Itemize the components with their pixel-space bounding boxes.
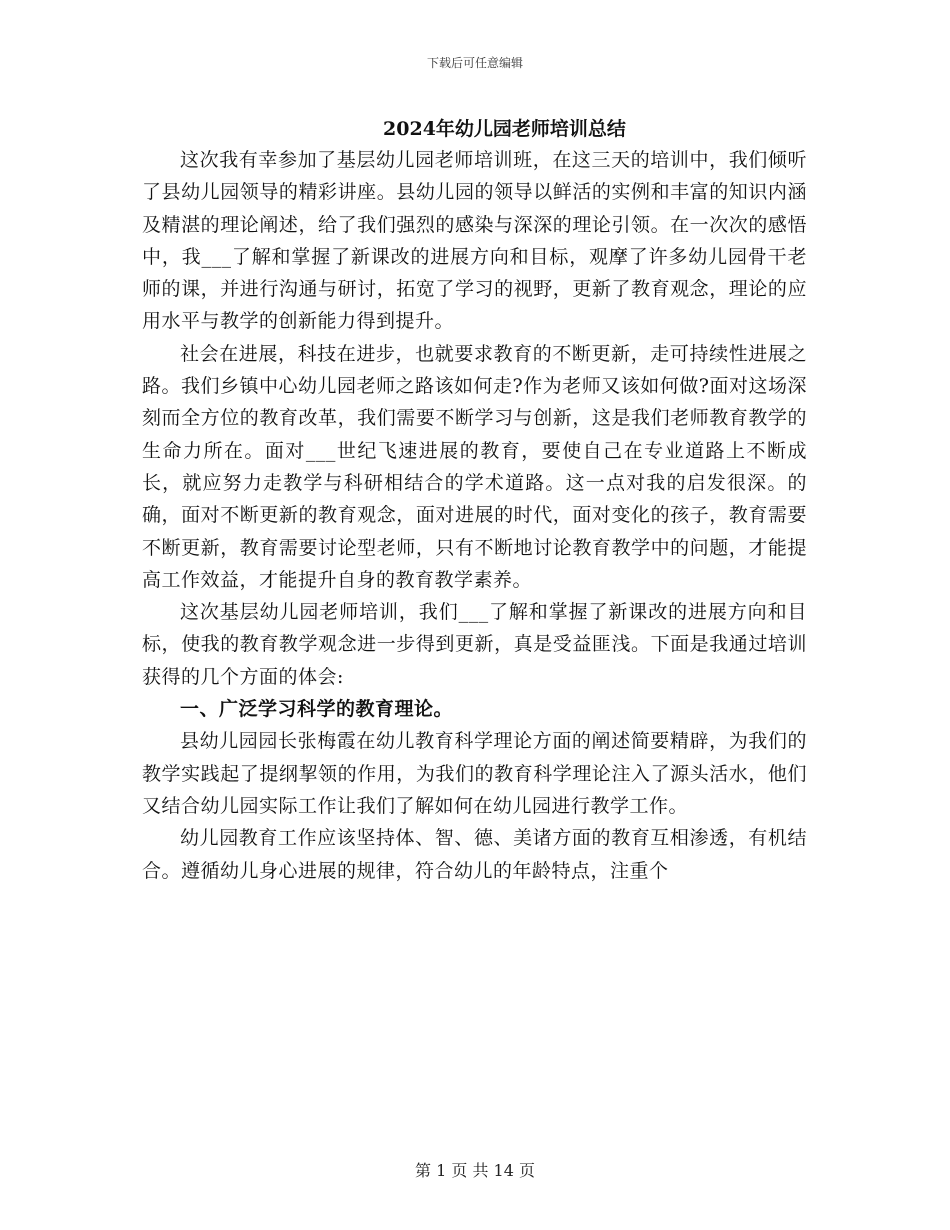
page-footer: 第 1 页 共 14 页 — [415, 1161, 535, 1180]
paragraph: 幼儿园教育工作应该坚持体、智、德、美诸方面的教育互相渗透，有机结合。遵循幼儿身心进展的规律，符合幼儿的年龄特点，注重个 — [142, 827, 807, 882]
paragraph: 县幼儿园园长张梅霞在幼儿教育科学理论方面的阐述简要精辟，为我们的教学实践起了提纲挈领的作用，为我们的教育科学理论注入了源头活水，他们又结合幼儿园实际工作让我们了解如何在幼儿园进行教学工作。 — [142, 730, 807, 817]
paragraph: 这次基层幼儿园老师培训，我们___了解和掌握了新课改的进展方向和目标，使我的教育教学观念进一步得到更新，真是受益匪浅。下面是我通过培训获得的几个方面的体会: — [142, 601, 807, 688]
page-header-note: 下载后可任意编辑 — [426, 56, 523, 70]
document-body — [142, 114, 807, 887]
paragraph: 这次我有幸参加了基层幼儿园老师培训班，在这三天的培训中，我们倾听了县幼儿园领导的精彩讲座。县幼儿园的领导以鲜活的实例和丰富的知识内涵及精湛的理论阐述，给了我们强烈的感染与深深的理论引领。在一次次的感悟中，我___了解和掌握了新课改的进展方向和目标，观摩了许多幼儿园骨干老师的课，并进行沟通与研讨，拓宽了学习的视野，更新了教育观念，理论的应用水平与教学的创新能力得到提升。 — [142, 149, 807, 333]
document-title: 2024年幼儿园老师培训总结 — [383, 118, 626, 140]
paragraph: 社会在进展，科技在进步，也就要求教育的不断更新，走可持续性进展之路。我们乡镇中心幼儿园老师之路该如何走?作为老师又该如何做?面对这场深刻而全方位的教育改革，我们需要不断学习与创新，这是我们老师教育教学的生命力所在。面对___世纪飞速进展的教育，要使自己在专业道路上不断成长，就应努力走教学与科研相结合的学术道路。这一点对我的启发很深。的确，面对不断更新的教育观念，面对进展的时代，面对变化的孩子，教育需要不断更新，教育需要讨论型老师，只有不断地讨论教育教学中的问题，才能提高工作效益，才能提升自身的教育教学素养。 — [142, 342, 807, 591]
section-heading: 一、广泛学习科学的教育理论。 — [180, 698, 454, 721]
